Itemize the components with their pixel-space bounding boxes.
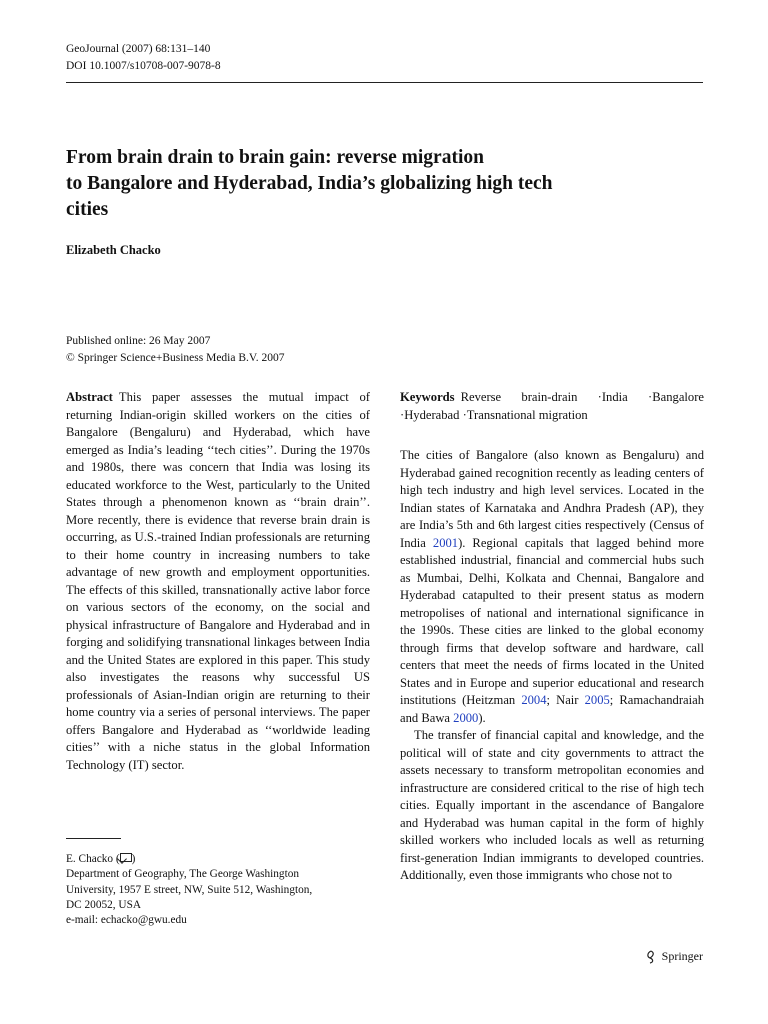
journal-citation: GeoJournal (2007) 68:131–140 — [66, 43, 211, 55]
right-column — [400, 389, 704, 885]
citation-link[interactable]: 2001 — [432, 535, 459, 550]
affiliation-line: University, 1957 E street, NW, Suite 512, Washington, — [66, 883, 313, 896]
keywords — [400, 389, 704, 424]
body-text: The cities of Bangalore (also known as Bengaluru) and Hyderabad gained recognition recently as leading centers of high tech industry and high level services. Located in the Indian states of Karnataka and Andhra Pradesh (AP), they are India’s 5th and 6th largest cities respectively (Census of India — [400, 448, 704, 550]
journal-header — [66, 41, 221, 75]
abstract — [66, 389, 370, 774]
title-line: cities — [66, 199, 109, 220]
keyword: · India — [577, 390, 627, 404]
published-date: Published online: 26 May 2007 — [66, 335, 211, 347]
body-text: ). Regional capitals that lagged behind more established industrial, financial and commercial hubs such as Mumbai, Delhi, Kolkata and Chennai, Bangalore and Hyderabad catapulted to their present status as modern metropolises of national and international significance in the 1990s. These cities are linked to the global economy through firms that develop software and hardware, call centers that meet the needs of firms located in the United States and in Europe and superior educational and research institutions (Heitzman — [400, 535, 704, 707]
envelope-icon — [120, 853, 132, 862]
citation-link[interactable]: 2005 — [584, 693, 610, 707]
affiliation-line: DC 20052, USA — [66, 898, 142, 911]
springer-logo-icon — [644, 950, 658, 964]
doi: DOI 10.1007/s10708-007-9078-8 — [66, 60, 221, 72]
abstract-heading: Abstract — [66, 390, 113, 404]
keyword: Reverse brain-drain — [460, 390, 578, 404]
citation-link[interactable]: 2004 — [521, 693, 547, 707]
copyright: © Springer Science+Business Media B.V. 2007 — [66, 352, 285, 364]
page-footer — [644, 949, 703, 964]
body-paragraph-1 — [400, 447, 704, 727]
footnote-rule — [66, 838, 121, 839]
body-text: ). — [478, 710, 486, 725]
keyword: · Transnational migration — [459, 408, 587, 422]
correspondence: E. Chacko ( ) Department of Geography, The George Washington University, 1957 E street, NW, Suite 512, Washington, DC 20052, USA e-mail: echacko@gwu.edu — [66, 852, 366, 928]
keywords-heading: Keywords — [400, 390, 455, 404]
body-text: ; Ramachandraiah and Bawa — [400, 693, 704, 725]
body-paragraph-2: The transfer of financial capital and knowledge, and the political will of state and city governments to attract the assets necessary to transform metropolitan economies and infrastructure are considered critical to the rise of high tech cities. Equally important in the ascendance of Bangalore and Hyderabad was human capital in the form of highly skilled workers who included locals as well as returning first-generation Indian immigrants to developed countries. Additionally, even those immigrants who chose not to — [400, 728, 704, 882]
affiliation-line: Department of Geography, The George Washington — [66, 868, 300, 881]
article-title — [66, 145, 706, 223]
correspondent-name: E. Chacko — [66, 853, 114, 865]
title-line: From brain drain to brain gain: reverse migration — [66, 147, 484, 168]
publication-info — [66, 333, 284, 367]
author-name: Elizabeth Chacko — [66, 243, 161, 257]
body-text: ; Nair — [546, 693, 585, 707]
keyword: · Bangalore — [628, 390, 704, 404]
title-line: to Bangalore and Hyderabad, India’s globalizing high tech — [66, 173, 553, 194]
email[interactable]: e-mail: echacko@gwu.edu — [66, 914, 187, 927]
keyword: · Hyderabad — [400, 408, 459, 422]
citation-link[interactable]: 2000 — [453, 710, 479, 725]
publisher-name: Springer — [661, 949, 703, 963]
abstract-text: This paper assesses the mutual impact of returning Indian-origin skilled workers on the cities of Bangalore (Bengaluru) and Hyderabad, which have emerged as India’s leading ‘‘tech cities’’. During the 1970s and 1980s, there was concern that India was losing its educated workforce to the West, particularly to the United States through a phenomenon known as ‘‘brain drain’’. More recently, there is evidence that reverse brain drain is occurring, as U.S.-trained Indian professionals are returning to their home country in increasing numbers to take advantage of new growth and employment opportunities. The effects of this skilled, transnationally active labor force on various sectors of the economy, on the social and physical infrastructure of Bangalore and Hyderabad and in forging and solidifying transnational linkages between India and the United States are explored in this paper. This study also investigates the reasons why successful US professionals of Asian-Indian origin are returning to their home country via a series of personal interviews. The paper offers Bangalore and Hyderabad as ‘‘worldwide leading cities’’ with a niche status in the global Information Technology (IT) sector. — [66, 390, 370, 772]
header-rule — [66, 82, 703, 83]
